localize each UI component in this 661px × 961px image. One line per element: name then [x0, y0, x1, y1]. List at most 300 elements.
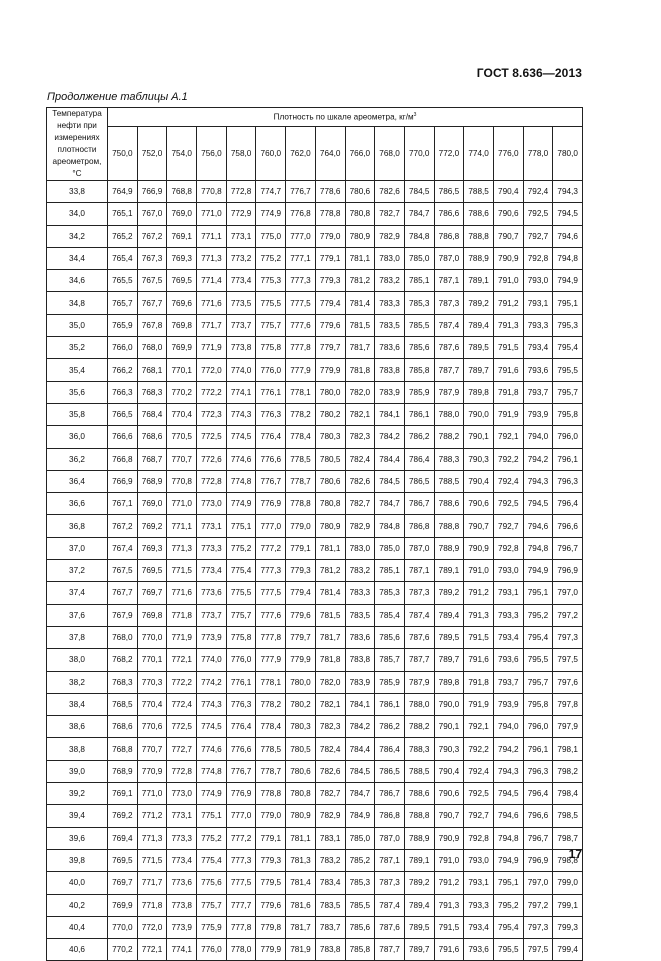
density-cell: 794,5 [493, 783, 523, 805]
density-cell: 782,9 [315, 805, 345, 827]
density-cell: 776,0 [226, 649, 256, 671]
density-cell: 796,7 [553, 537, 583, 559]
density-cell: 784,1 [375, 403, 405, 425]
density-cell: 786,1 [375, 693, 405, 715]
density-cell: 778,2 [256, 693, 286, 715]
density-cell: 787,7 [404, 649, 434, 671]
density-cell: 794,2 [493, 738, 523, 760]
density-cell: 798,1 [553, 738, 583, 760]
density-cell: 786,1 [404, 403, 434, 425]
density-cell: 794,6 [553, 225, 583, 247]
density-cell: 769,8 [167, 314, 197, 336]
density-cell: 790,0 [434, 693, 464, 715]
density-cell: 779,5 [256, 872, 286, 894]
table-row [47, 181, 583, 203]
density-cell: 770,1 [137, 649, 167, 671]
density-cell: 788,3 [434, 448, 464, 470]
temperature-cell: 35,6 [47, 381, 108, 403]
density-cell: 793,4 [464, 916, 494, 938]
density-cell: 784,4 [345, 738, 375, 760]
density-cell: 771,1 [197, 225, 227, 247]
density-cell: 776,7 [286, 181, 316, 203]
density-cell: 777,8 [286, 337, 316, 359]
density-cell: 792,7 [493, 515, 523, 537]
density-cell: 796,9 [523, 849, 553, 871]
density-cell: 787,9 [404, 671, 434, 693]
density-cell: 790,6 [493, 203, 523, 225]
density-cell: 779,1 [256, 827, 286, 849]
density-cell: 778,7 [256, 760, 286, 782]
density-cell: 782,4 [315, 738, 345, 760]
density-cell: 783,8 [315, 939, 345, 961]
density-cell: 793,9 [523, 403, 553, 425]
density-cell: 771,3 [197, 247, 227, 269]
density-column-value: 756,0 [197, 127, 227, 181]
density-cell: 776,9 [256, 493, 286, 515]
density-cell: 772,0 [197, 359, 227, 381]
density-cell: 780,3 [315, 426, 345, 448]
density-cell: 771,8 [167, 604, 197, 626]
density-cell: 796,9 [553, 560, 583, 582]
density-column-value: 750,0 [108, 127, 138, 181]
density-cell: 783,7 [315, 916, 345, 938]
density-cell: 776,7 [256, 470, 286, 492]
density-cell: 773,4 [197, 560, 227, 582]
density-cell: 779,6 [256, 894, 286, 916]
density-cell: 779,9 [286, 649, 316, 671]
temperature-cell: 39,0 [47, 760, 108, 782]
density-cell: 771,3 [167, 537, 197, 559]
density-cell: 767,2 [108, 515, 138, 537]
density-cell: 776,4 [256, 426, 286, 448]
density-cell: 793,0 [464, 849, 494, 871]
density-cell: 791,6 [493, 359, 523, 381]
density-cell: 778,6 [315, 181, 345, 203]
density-cell: 772,6 [197, 448, 227, 470]
temperature-cell: 33,8 [47, 181, 108, 203]
density-cell: 767,7 [108, 582, 138, 604]
density-cell: 769,6 [167, 292, 197, 314]
density-cell: 769,0 [137, 493, 167, 515]
density-cell: 796,6 [523, 805, 553, 827]
table-row [47, 515, 583, 537]
density-cell: 769,1 [167, 225, 197, 247]
density-cell: 793,0 [523, 270, 553, 292]
density-cell: 773,1 [197, 515, 227, 537]
density-cell: 767,2 [137, 225, 167, 247]
density-cell: 794,6 [523, 515, 553, 537]
density-cell: 793,7 [523, 381, 553, 403]
density-cell: 792,8 [523, 247, 553, 269]
density-cell: 794,5 [553, 203, 583, 225]
density-cell: 793,4 [493, 626, 523, 648]
density-cell: 767,5 [108, 560, 138, 582]
density-cell: 787,3 [434, 292, 464, 314]
density-cell: 797,6 [553, 671, 583, 693]
density-cell: 795,4 [493, 916, 523, 938]
density-cell: 783,8 [345, 649, 375, 671]
density-cell: 768,8 [167, 181, 197, 203]
density-cell: 774,1 [226, 381, 256, 403]
density-cell: 767,3 [137, 247, 167, 269]
density-cell: 769,2 [137, 515, 167, 537]
density-cell: 777,1 [286, 247, 316, 269]
density-cell: 788,9 [464, 247, 494, 269]
density-cell: 795,4 [523, 626, 553, 648]
density-cell: 792,7 [523, 225, 553, 247]
density-cell: 787,3 [375, 872, 405, 894]
density-cell: 788,8 [464, 225, 494, 247]
density-cell: 791,2 [464, 582, 494, 604]
density-cell: 790,1 [434, 716, 464, 738]
density-cell: 781,4 [345, 292, 375, 314]
density-cell: 771,9 [197, 337, 227, 359]
density-cell: 773,8 [226, 337, 256, 359]
density-cell: 770,3 [137, 671, 167, 693]
density-cell: 768,6 [137, 426, 167, 448]
temperature-cell: 40,4 [47, 916, 108, 938]
density-cell: 773,3 [167, 827, 197, 849]
density-cell: 787,0 [404, 537, 434, 559]
density-cell: 777,8 [226, 916, 256, 938]
density-cell: 794,9 [493, 849, 523, 871]
table-row [47, 716, 583, 738]
density-cell: 785,9 [404, 381, 434, 403]
density-cell: 774,7 [256, 181, 286, 203]
density-cell: 795,3 [553, 314, 583, 336]
density-cell: 769,8 [137, 604, 167, 626]
density-cell: 765,1 [108, 203, 138, 225]
density-cell: 783,9 [375, 381, 405, 403]
density-cell: 771,6 [167, 582, 197, 604]
density-cell: 786,5 [434, 181, 464, 203]
density-cell: 772,1 [167, 649, 197, 671]
density-cell: 796,4 [553, 493, 583, 515]
density-cell: 776,0 [197, 939, 227, 961]
temperature-cell: 38,8 [47, 738, 108, 760]
density-cell: 793,0 [493, 560, 523, 582]
density-cell: 792,1 [493, 426, 523, 448]
density-cell: 770,7 [137, 738, 167, 760]
density-cell: 766,0 [108, 337, 138, 359]
density-cell: 785,3 [345, 872, 375, 894]
density-cell: 780,9 [345, 225, 375, 247]
density-cell: 767,4 [108, 537, 138, 559]
temperature-cell: 34,6 [47, 270, 108, 292]
density-cell: 780,5 [315, 448, 345, 470]
density-cell: 797,0 [523, 872, 553, 894]
density-cell: 773,0 [167, 783, 197, 805]
density-cell: 791,6 [464, 649, 494, 671]
density-cell: 788,5 [434, 470, 464, 492]
density-cell: 791,8 [493, 381, 523, 403]
density-cell: 799,1 [553, 894, 583, 916]
density-cell: 779,1 [315, 247, 345, 269]
density-cell: 772,3 [197, 403, 227, 425]
density-cell: 780,0 [286, 671, 316, 693]
density-cell: 772,8 [197, 470, 227, 492]
density-cell: 797,2 [553, 604, 583, 626]
density-column-value: 752,0 [137, 127, 167, 181]
density-cell: 791,9 [493, 403, 523, 425]
density-cell: 777,5 [286, 292, 316, 314]
density-column-value: 780,0 [553, 127, 583, 181]
density-cell: 783,2 [345, 560, 375, 582]
density-cell: 766,5 [108, 403, 138, 425]
temperature-cell: 39,2 [47, 783, 108, 805]
density-cell: 789,5 [404, 916, 434, 938]
density-cell: 777,3 [286, 270, 316, 292]
density-cell: 788,9 [404, 827, 434, 849]
density-cell: 779,3 [286, 560, 316, 582]
density-cell: 789,2 [464, 292, 494, 314]
density-cell: 795,1 [523, 582, 553, 604]
density-cell: 786,7 [375, 783, 405, 805]
density-cell: 781,4 [286, 872, 316, 894]
density-cell: 772,5 [197, 426, 227, 448]
table-row [47, 582, 583, 604]
density-cell: 788,0 [434, 403, 464, 425]
density-cell: 777,2 [256, 537, 286, 559]
table-row [47, 247, 583, 269]
density-cell: 791,6 [434, 939, 464, 961]
density-column-value: 766,0 [345, 127, 375, 181]
density-cell: 778,8 [315, 203, 345, 225]
temperature-cell: 36,0 [47, 426, 108, 448]
temperature-cell: 39,8 [47, 849, 108, 871]
table-row [47, 738, 583, 760]
density-cell: 795,5 [493, 939, 523, 961]
density-cell: 791,0 [493, 270, 523, 292]
density-cell: 771,0 [167, 493, 197, 515]
density-cell: 790,0 [464, 403, 494, 425]
density-cell: 797,3 [523, 916, 553, 938]
density-cell: 764,9 [108, 181, 138, 203]
density-cell: 775,2 [226, 537, 256, 559]
temperature-cell: 35,8 [47, 403, 108, 425]
density-cell: 773,8 [167, 894, 197, 916]
density-cell: 782,6 [315, 760, 345, 782]
density-column-value: 760,0 [256, 127, 286, 181]
density-cell: 776,6 [226, 738, 256, 760]
density-cell: 788,6 [404, 783, 434, 805]
density-cell: 781,6 [286, 894, 316, 916]
density-cell: 772,8 [226, 181, 256, 203]
density-cell: 773,5 [226, 292, 256, 314]
density-cell: 782,9 [375, 225, 405, 247]
density-cell: 791,5 [434, 916, 464, 938]
density-cell: 797,5 [553, 649, 583, 671]
density-cell: 773,7 [197, 604, 227, 626]
density-cell: 783,6 [345, 626, 375, 648]
density-cell: 770,4 [137, 693, 167, 715]
table-body [47, 181, 583, 961]
temperature-cell: 37,6 [47, 604, 108, 626]
density-cell: 795,8 [553, 403, 583, 425]
density-cell: 792,4 [523, 181, 553, 203]
density-cell: 769,1 [108, 783, 138, 805]
density-cell: 767,5 [137, 270, 167, 292]
density-cell: 775,2 [197, 827, 227, 849]
density-cell: 797,9 [553, 716, 583, 738]
density-cell: 783,1 [315, 827, 345, 849]
density-cell: 775,4 [197, 849, 227, 871]
density-cell: 765,5 [108, 270, 138, 292]
temperature-cell: 34,8 [47, 292, 108, 314]
density-cell: 787,4 [434, 314, 464, 336]
density-cell: 783,3 [345, 582, 375, 604]
density-column-value: 772,0 [434, 127, 464, 181]
density-cell: 770,8 [197, 181, 227, 203]
density-cell: 792,1 [464, 716, 494, 738]
density-cell: 765,4 [108, 247, 138, 269]
table-row [47, 760, 583, 782]
density-cell: 777,0 [256, 515, 286, 537]
density-cell: 785,6 [345, 916, 375, 938]
table-row [47, 939, 583, 961]
density-cell: 779,1 [286, 537, 316, 559]
temperature-cell: 39,6 [47, 827, 108, 849]
density-cell: 776,3 [256, 403, 286, 425]
density-cell: 791,3 [434, 894, 464, 916]
density-cell: 794,9 [523, 560, 553, 582]
density-cell: 783,0 [345, 537, 375, 559]
density-cell: 796,3 [523, 760, 553, 782]
density-cell: 789,5 [434, 626, 464, 648]
density-cell: 769,0 [167, 203, 197, 225]
density-cell: 790,9 [434, 827, 464, 849]
table-row [47, 649, 583, 671]
density-cell: 769,4 [108, 827, 138, 849]
density-cell: 773,7 [226, 314, 256, 336]
density-cell: 792,2 [464, 738, 494, 760]
temperature-cell: 36,6 [47, 493, 108, 515]
density-cell: 778,1 [286, 381, 316, 403]
density-cell: 784,5 [375, 470, 405, 492]
density-cell: 781,9 [286, 939, 316, 961]
density-cell: 796,1 [553, 448, 583, 470]
table-row [47, 448, 583, 470]
density-cell: 777,3 [256, 560, 286, 582]
table-row [47, 783, 583, 805]
density-cell: 767,0 [137, 203, 167, 225]
density-cell: 779,4 [286, 582, 316, 604]
density-cell: 774,2 [197, 671, 227, 693]
table-row [47, 203, 583, 225]
density-column-value: 770,0 [404, 127, 434, 181]
density-cell: 779,7 [315, 337, 345, 359]
density-cell: 786,2 [404, 426, 434, 448]
density-cell: 784,9 [345, 805, 375, 827]
density-cell: 775,5 [256, 292, 286, 314]
density-cell: 789,4 [434, 604, 464, 626]
density-cell: 785,6 [375, 626, 405, 648]
density-cell: 782,7 [315, 783, 345, 805]
density-cell: 774,5 [226, 426, 256, 448]
density-cell: 794,8 [553, 247, 583, 269]
density-cell: 768,4 [137, 403, 167, 425]
density-cell: 790,3 [434, 738, 464, 760]
density-cell: 771,0 [197, 203, 227, 225]
density-cell: 782,7 [375, 203, 405, 225]
density-cell: 780,8 [286, 783, 316, 805]
density-cell: 771,7 [197, 314, 227, 336]
density-cell: 775,6 [197, 872, 227, 894]
density-cell: 782,6 [375, 181, 405, 203]
density-cell: 791,2 [493, 292, 523, 314]
table-row [47, 225, 583, 247]
table-row [47, 827, 583, 849]
density-cell: 768,6 [108, 716, 138, 738]
density-cell: 789,1 [464, 270, 494, 292]
table-row [47, 337, 583, 359]
density-cell: 775,7 [256, 314, 286, 336]
density-cell: 769,7 [108, 872, 138, 894]
density-cell: 780,0 [315, 381, 345, 403]
density-cell: 785,4 [375, 604, 405, 626]
table-row [47, 604, 583, 626]
temperature-cell: 40,2 [47, 894, 108, 916]
density-cell: 785,1 [375, 560, 405, 582]
density-cell: 782,7 [345, 493, 375, 515]
density-cell: 770,9 [137, 760, 167, 782]
density-cell: 774,6 [226, 448, 256, 470]
density-cell: 793,6 [464, 939, 494, 961]
density-column-value: 776,0 [493, 127, 523, 181]
table-caption: Продолжение таблицы А.1 [47, 91, 188, 103]
density-cell: 790,3 [464, 448, 494, 470]
temperature-cell: 35,2 [47, 337, 108, 359]
density-cell: 785,6 [404, 337, 434, 359]
density-cell: 777,7 [226, 894, 256, 916]
density-cell: 769,5 [137, 560, 167, 582]
density-cell: 778,4 [256, 716, 286, 738]
density-cell: 774,0 [197, 649, 227, 671]
density-unit-exponent: 3 [413, 112, 417, 119]
density-cell: 798,7 [553, 827, 583, 849]
table-row [47, 270, 583, 292]
density-cell: 792,5 [464, 783, 494, 805]
density-cell: 781,2 [345, 270, 375, 292]
density-cell: 775,3 [256, 270, 286, 292]
density-cell: 794,5 [523, 493, 553, 515]
temperature-cell: 36,2 [47, 448, 108, 470]
temperature-cell: 40,6 [47, 939, 108, 961]
density-cell: 779,0 [256, 805, 286, 827]
density-cell: 770,7 [167, 448, 197, 470]
density-cell: 773,1 [167, 805, 197, 827]
density-cell: 782,0 [315, 671, 345, 693]
density-cell: 775,9 [197, 916, 227, 938]
density-cell: 773,0 [197, 493, 227, 515]
temperature-column-header: Температура нефти при измерениях плотности ареометром, °С [47, 108, 108, 181]
density-column-value: 774,0 [464, 127, 494, 181]
density-table [46, 107, 583, 961]
density-cell: 796,0 [523, 716, 553, 738]
density-cell: 785,5 [404, 314, 434, 336]
density-cell: 783,9 [345, 671, 375, 693]
density-cell: 774,1 [167, 939, 197, 961]
density-cell: 779,8 [256, 916, 286, 938]
density-cell: 770,8 [167, 470, 197, 492]
density-cell: 786,6 [434, 203, 464, 225]
density-cell: 782,3 [315, 716, 345, 738]
density-cell: 779,7 [286, 626, 316, 648]
density-cell: 791,0 [434, 849, 464, 871]
density-cell: 787,6 [375, 916, 405, 938]
density-cell: 782,0 [345, 381, 375, 403]
density-cell: 768,3 [137, 381, 167, 403]
